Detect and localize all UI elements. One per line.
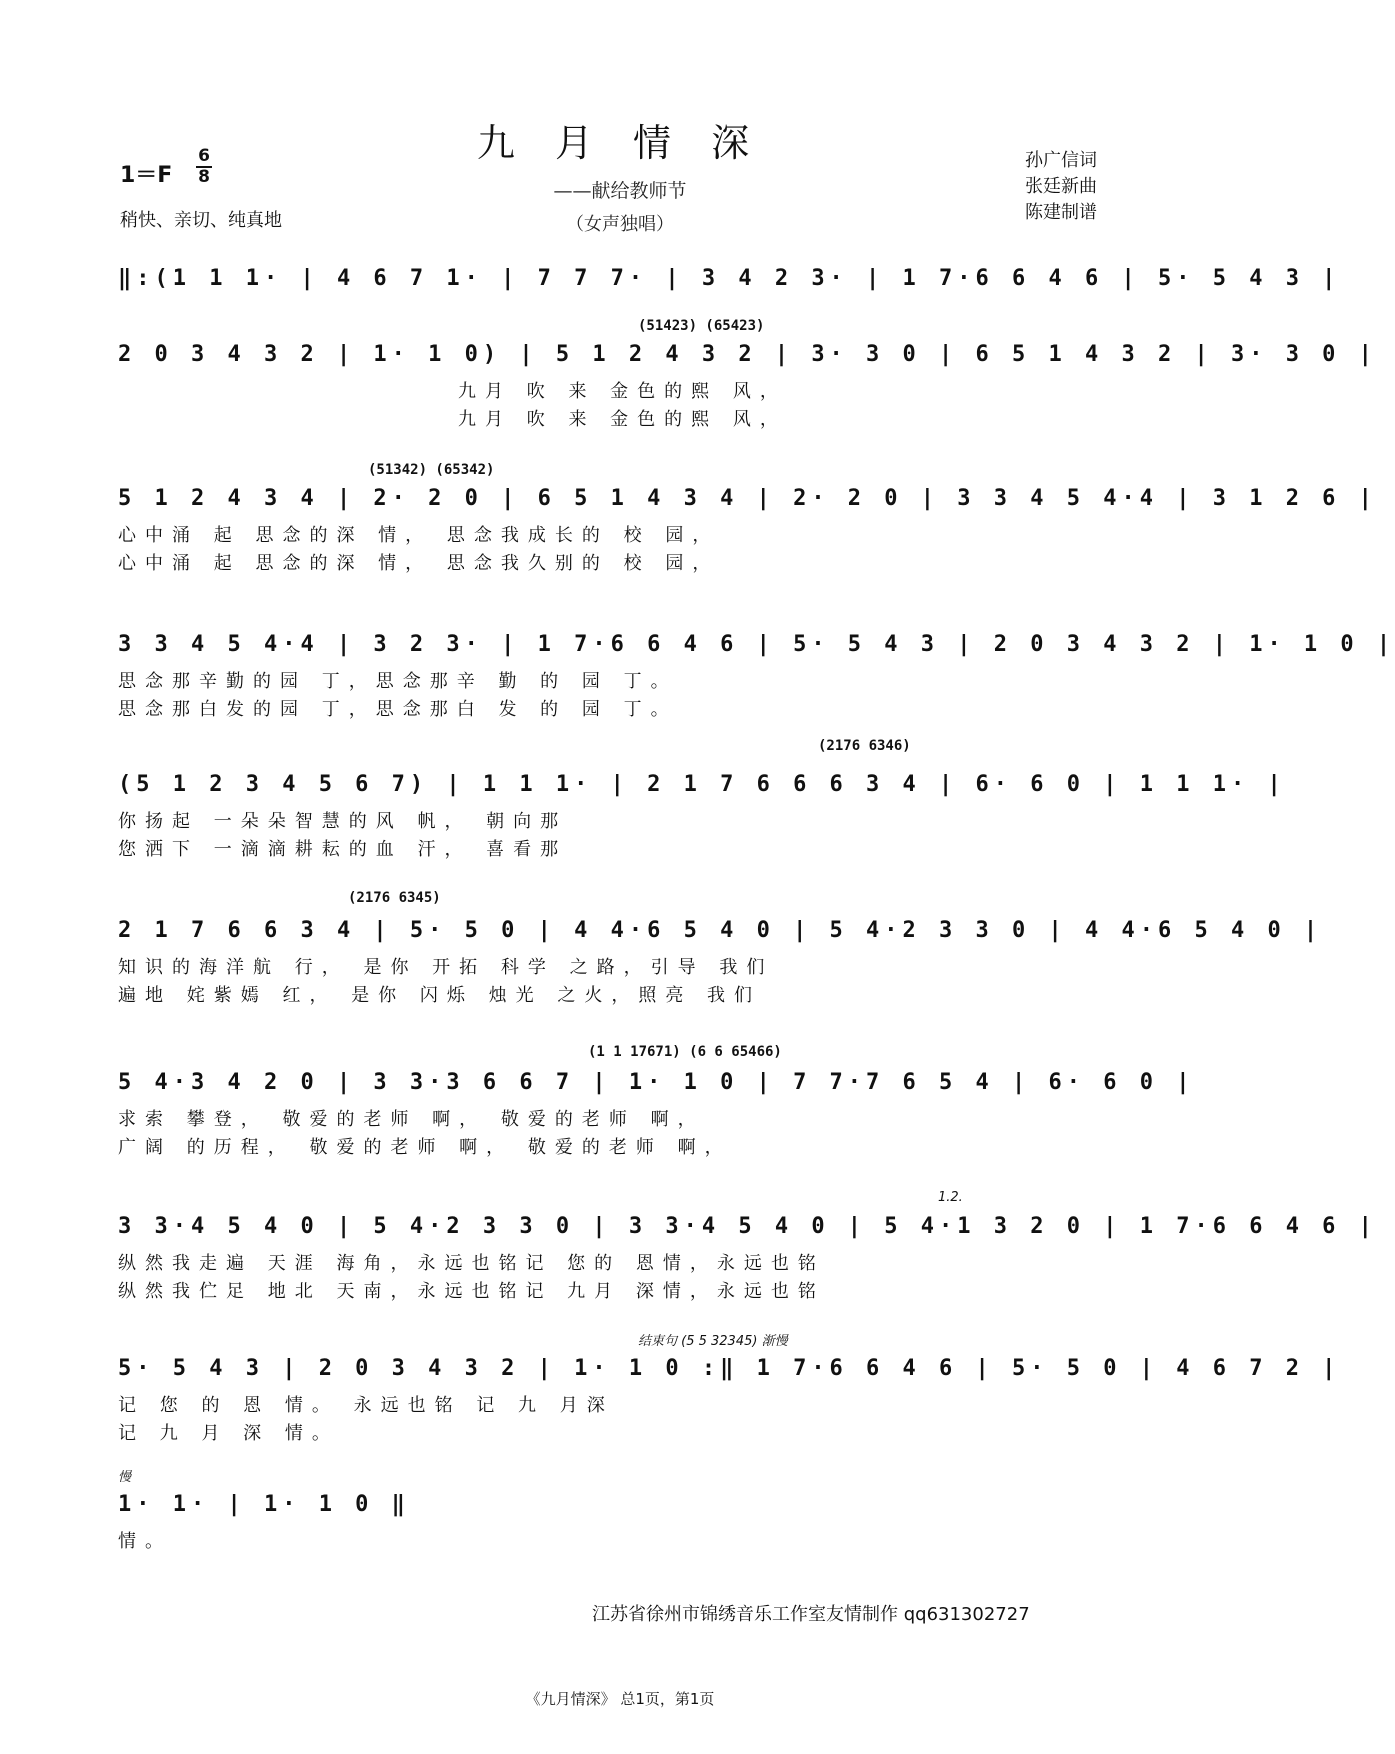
- tempo-change: 慢: [118, 1470, 132, 1485]
- key-signature: 1＝F: [120, 163, 173, 188]
- volta-label: 1.2.: [938, 1190, 963, 1205]
- lyrics-verse-1: 思念那辛勤的园 丁，思念那辛 勤 的 园 丁。: [118, 671, 678, 692]
- meter-top: 6: [198, 146, 210, 166]
- lyrics-verse-1: 记 您 的 恩 情。 永远也铭 记 九 月深: [118, 1395, 614, 1416]
- tempo-marking: 稍快、亲切、纯真地: [120, 210, 282, 231]
- notes-row: [118, 482, 1377, 522]
- system-4: [118, 608, 1395, 724]
- time-signature: [196, 148, 212, 186]
- ornament: (2176 6346): [818, 738, 911, 754]
- credits: [1025, 148, 1097, 226]
- lyricist: 孙广信词: [1025, 150, 1097, 171]
- notes-text: 5 1 2 4 3 4 | 2· 2 0 | 6 5 1 4 3 4 | 2· 2 0 | 3 3 4 5 4·4 | 3 1 2 6 |: [118, 486, 1377, 511]
- voice-type: （女声独唱）: [566, 214, 674, 235]
- song-subtitle: ——献给教师节: [553, 180, 687, 202]
- notes-text: 1· 1· | 1· 1 0 ‖: [118, 1492, 410, 1517]
- studio-credit: 江苏省徐州市锦绣音乐工作室友情制作 qq631302727: [592, 1604, 1030, 1625]
- lyrics-verse-2: 思念那白发的园 丁，思念那白 发 的 园 丁。: [118, 699, 678, 720]
- lyrics-verse-2: 纵然我伫足 地北 天南，永远也铭记 九月 深情，永远也铭: [118, 1281, 825, 1302]
- system-7: [118, 1044, 1195, 1162]
- notes-row: [118, 1488, 418, 1528]
- lyrics-verse-2: 遍地 姹紫嫣 红， 是你 闪烁 烛光 之火，照亮 我们: [118, 985, 762, 1006]
- lyrics-verse-1: 你扬起 一朵朵智慧的风 帆， 朝向那: [118, 811, 568, 832]
- system-6: [118, 890, 1323, 1010]
- notes-row: [118, 338, 1377, 378]
- lyrics-verse-2: 您洒下 一滴滴耕耘的血 汗， 喜看那: [118, 839, 568, 860]
- system-9: [118, 1330, 1341, 1448]
- notes-text: ‖:(1 1 1· | 4 6 7 1· | 7 7 7· | 3 4 2 3· | 1 7·6 6 4 6 | 5· 5 4 3 |: [118, 266, 1341, 291]
- system-10: [118, 1466, 418, 1556]
- lyrics-verse-2: 九月 吹 来 金色的熙 风，: [458, 409, 787, 430]
- lyrics-verse-1: 知识的海洋航 行， 是你 开拓 科学 之路，引导 我们: [118, 957, 774, 978]
- lyrics-verse-2: 记 九 月 深 情。: [118, 1423, 339, 1444]
- lyrics-verse-2: 心中涌 起 思念的深 情， 思念我久别的 校 园，: [118, 553, 720, 574]
- notes-text: 3 3 4 5 4·4 | 3 2 3· | 1 7·6 6 4 6 | 5· 5 4 3 | 2 0 3 4 3 2 | 1· 1 0 |: [118, 632, 1395, 657]
- ornament: (51342) (65342): [368, 462, 495, 478]
- system-5: [118, 738, 1286, 864]
- notes-text: 2 1 7 6 6 3 4 | 5· 5 0 | 4 4·6 5 4 0 | 5 4·2 3 3 0 | 4 4·6 5 4 0 |: [118, 918, 1323, 943]
- ornament: (51423) (65423): [638, 318, 765, 334]
- engraver: 陈建制谱: [1025, 202, 1097, 223]
- page-footer: 《九月情深》 总1页，第1页: [525, 1690, 715, 1708]
- notes-row: [118, 914, 1323, 954]
- lyrics-verse-1: 情。: [118, 1531, 172, 1552]
- notes-row: [118, 628, 1395, 668]
- song-title: 九 月 情 深: [476, 121, 764, 165]
- lyrics-verse-1: 纵然我走遍 天涯 海角，永远也铭记 您的 恩情，永远也铭: [118, 1253, 825, 1274]
- notes-text: 5 4·3 4 2 0 | 3 3·3 6 6 7 | 1· 1 0 | 7 7·7 6 5 4 | 6· 6 0 |: [118, 1070, 1195, 1095]
- ornament: (2176 6345): [348, 890, 441, 906]
- meter-bottom: 8: [198, 167, 210, 187]
- lyrics-verse-1: 心中涌 起 思念的深 情， 思念我成长的 校 园，: [118, 525, 720, 546]
- system-1: [118, 262, 1341, 302]
- lyrics-verse-2: 广阔 的历程， 敬爱的老师 啊， 敬爱的老师 啊，: [118, 1137, 732, 1158]
- notes-text: 2 0 3 4 3 2 | 1· 1 0) | 5 1 2 4 3 2 | 3· 3 0 | 6 5 1 4 3 2 | 3· 3 0 |: [118, 342, 1377, 367]
- system-8: [118, 1190, 1377, 1306]
- lyrics-verse-1: 九月 吹 来 金色的熙 风，: [458, 381, 787, 402]
- notes-row: [118, 768, 1286, 808]
- notes-row: [118, 1210, 1377, 1250]
- notes-text: 5· 5 4 3 | 2 0 3 4 3 2 | 1· 1 0 :‖ 1 7·6 6 4 6 | 5· 5 0 | 4 6 7 2 |: [118, 1356, 1341, 1381]
- notes-row: [118, 1066, 1195, 1106]
- system-2: [118, 318, 1377, 434]
- notes-row: [118, 262, 1341, 302]
- lyrics-verse-1: 求索 攀登， 敬爱的老师 啊， 敬爱的老师 啊，: [118, 1109, 705, 1130]
- ornament: (1 1 17671) (6 6 65466): [588, 1044, 782, 1060]
- notes-row: [118, 1352, 1341, 1392]
- system-3: [118, 462, 1377, 578]
- coda-label: 结束句 (5 5 32345) 渐慢: [638, 1334, 788, 1349]
- notes-text: (5 1 2 3 4 5 6 7) | 1 1 1· | 2 1 7 6 6 6 3 4 | 6· 6 0 | 1 1 1· |: [118, 772, 1286, 797]
- notes-text: 3 3·4 5 4 0 | 5 4·2 3 3 0 | 3 3·4 5 4 0 | 5 4·1 3 2 0 | 1 7·6 6 4 6 |: [118, 1214, 1377, 1239]
- composer: 张廷新曲: [1025, 176, 1097, 197]
